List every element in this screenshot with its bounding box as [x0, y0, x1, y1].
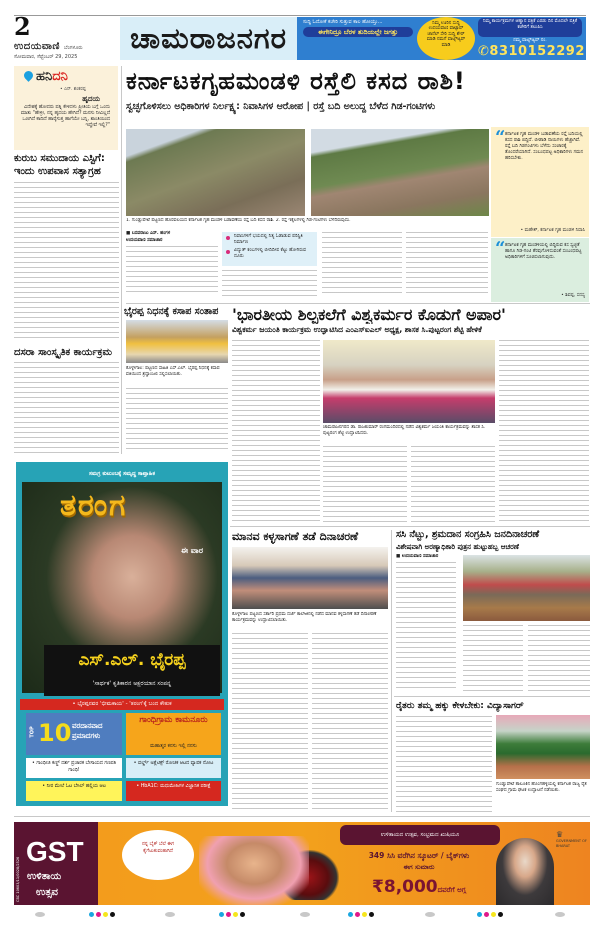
- vishwakarma-body-col3: [411, 446, 495, 522]
- kuruba-story-body: [14, 182, 119, 340]
- hanidani-column: [14, 66, 118, 150]
- poem-heading: ಹೃದಯ: [82, 95, 100, 103]
- ad-line1: ಸುದ್ದಿ ಓದೋಕೆ ಕಚೇರಿ ಸುತ್ತುವ ಕಾಲ ಹೋಯ್ತು...: [303, 19, 383, 25]
- quote-source: • ಶಿವಪ್ಪ, ಸದಸ್ಯ: [561, 293, 585, 298]
- gandhigrama-box: [126, 713, 221, 755]
- byrappa-headline[interactable]: ಭೈರಪ್ಪ ನಿಧನಕ್ಕೆ ಕಸಾಪ ಸಂತಾಪ: [124, 306, 219, 317]
- registration-mark: [555, 912, 565, 917]
- gst-price: [344, 876, 494, 901]
- registration-mark: [35, 912, 45, 917]
- top-label: TOP: [29, 726, 36, 738]
- drop-icon: [22, 69, 35, 82]
- lead-info-box: [222, 232, 317, 266]
- masthead: [14, 12, 119, 60]
- color-registration-mark: [477, 912, 503, 917]
- taranga-teaser-3: • ನೀರ ಮೇಲೆ ಓಟ ಬೆಸಿಲ್ ಹಲ್ಲಿಯ ಆಟ: [26, 781, 122, 801]
- section-divider: [394, 696, 590, 697]
- taranga-red-strip: • ಭೈರಪ್ಪನವರ 'ಭೀಮಕಾಯ' - 'ತರಂಗ'ಕ್ಕೆ ಬಂದ ಕೌತುಕ: [20, 699, 224, 710]
- gst-ad-code: CBC 10603/11/0028/2526: [16, 856, 20, 902]
- info-bullet: ನಿವಾಸಿಗಳಿಗೆ ಭಯದಲ್ಲಿ ನಿತ್ಯ ಓಡಾಡುವ ಪರಿಸ್ಥಿತಿ ನಿರ್ಮಾಣ: [222, 232, 317, 246]
- section-divider: [126, 303, 590, 304]
- gst-banner: ಉಳಿತಾಯದ ಉತ್ಸವ, ಸಂಭ್ರಮದ ಖುಷಿಯೂ: [340, 825, 500, 845]
- gandhigrama-sub: ಮಹಾತ್ಮರ ಕನಸು ಇಲ್ಲಿ ನನಸು: [150, 743, 197, 749]
- phone-icon: ✆: [478, 44, 490, 59]
- farmers-caption: ಗುಂಡ್ಲುಪೇಟೆ ತಾಲೂಕಿನ ಹೊಂಗಹಳ್ಳಿಯಲ್ಲಿ ಕರ್ನಾಟಕ ರಾಜ್ಯ ರೈತ ಸಂಘದ ಗ್ರಾಮ ಘಟಕ ಉದ್ಘಾಟನೆ ನಡೆಯಿತು.: [496, 782, 587, 793]
- taranga-day: ಈ ವಾರ: [181, 546, 203, 555]
- ad-sub-text: ನಮ್ಮ ವಾಟ್ಸ್ಆ್ಯಪ್ ನಂ.: [513, 38, 547, 43]
- gst-line2: ಉತ್ಸವ: [36, 887, 58, 898]
- hanidani-author: • ಎನ್. ಶಂಕರಪ್ಪ: [60, 87, 86, 92]
- gandhigrama-title: ಗಾಂಧಿಗ್ರಾಮ ಕಾಮನೂರು: [139, 715, 208, 725]
- quote-box-official: [491, 238, 589, 302]
- quote-text: ಕರ್ನಾಟಕ ಗೃಹ ಮಂಡಳಿಯಲ್ಲಿ ಬಿದ್ದಿರುವ ಕಸ ಸ್ವಚ್ಛತೆ ಹಾಗೂ ಗಿಡ-ಗಂಟಿ ತೆರವುಗೊಳಿಸುವಂತೆ ಸಂಬಂಧಪಟ್ಟ ಅಧಿಕಾರಿಗಳಿಗೆ ಸೂಚಿಸಲಾಗುವುದು.: [505, 243, 582, 260]
- registration-mark: [165, 912, 175, 917]
- lead-headline[interactable]: ಕರ್ನಾಟಕಗೃಹಮಂಡಳಿ ರಸ್ತೆಲಿ ಕಸದ ರಾಶಿ!: [126, 67, 466, 95]
- info-bullet: ವಿದ್ಯುತ್ ಕಂಬಗಳಲ್ಲಿ ಬೀದಿದೀಪ ಕೆಟ್ಟು ಹೋಗಿರುವ ದೂರು: [222, 246, 317, 260]
- trafficking-caption: ಕೊಳ್ಳೇಗಾಲ ಪಟ್ಟಣದ ಸರ್ಕಾರಿ ಪ್ರಥಮ ದರ್ಜೆ ಕಾಲೇಜಿನಲ್ಲಿ ನಡೆದ ಮಾನವ ಕಳ್ಳಸಾಗಣೆ ತಡೆ ದಿನಾಚರಣೆ ಕಾರ್ಯಕ್ರಮವನ್ನು ಉದ್ಘಾಟಿಸಲಾಯಿತು.: [232, 612, 377, 623]
- kuruba-story-headline[interactable]: ಕುರುಬ ಸಮುದಾಯ ಎಸ್ಟಿಗೆ: ಇಂದು ಉಪವಾಸ ಸತ್ಯಾಗ್ರಹ: [14, 153, 105, 177]
- color-registration-mark: [348, 912, 374, 917]
- whatsapp-ad[interactable]: [297, 17, 586, 60]
- cover-name-box: [44, 645, 220, 696]
- taranga-teaser-2: • ವರ್ಲ್ಡ್ ಅತ್ಲೆಟಿಕ್ಸ್ ರೋಚಕ ಆಟದ ವ್ಯಾಪಕ ನೋಟ: [126, 758, 221, 778]
- cover-name: ಎಸ್.ಎಲ್. ಭೈರಪ್ಪ: [78, 650, 186, 670]
- byrappa-photo: [126, 320, 228, 363]
- cover-subtitle: 'ಸಾರ್ಥಕ' ಕೃತಿಕಾರನ ಅಕ್ಷರಯಾನ ಸಂಪನ್ನ: [92, 680, 172, 687]
- gov-emblem-label: [556, 830, 588, 848]
- column-divider: [121, 66, 122, 454]
- gst-line1: ಉಳಿತಾಯ: [27, 871, 62, 882]
- forest-photo: [463, 555, 590, 621]
- gst-left-panel: [14, 822, 98, 905]
- pm-photo: [496, 838, 554, 905]
- taranga-teaser-1: • ಗಾಂಧೀಜಿ ಕಣ್ಣ್ ದರ್ಶ ಪ್ರಚಾರಕ ಬೇಸಾಯದ ಗಣಪತಿ ಗಾಂಧಿ!: [26, 758, 122, 778]
- registration-mark: [425, 912, 435, 917]
- vishwakarma-headline[interactable]: 'ಭಾರತೀಯ ಶಿಲ್ಪಕಲೆಗೆ ವಿಶ್ವಕರ್ಮರ ಕೊಡುಗೆ ಅಪಾರ': [232, 305, 506, 324]
- vishwakarma-body-col2: [323, 446, 407, 522]
- byrappa-caption: ಕೊಳ್ಳೇಗಾಲ: ಪಟ್ಟಣದ ಸಾಹಿತಿ ಎಸ್.ಎಲ್. ಭೈರಪ್ಪ ನಿಧನಕ್ಕೆ ಕಸಾಪ ವತಿಯಿಂದ ಶ್ರದ್ಧಾಂಜಲಿ ಸಲ್ಲಿಸಲಾಯಿತು.: [126, 366, 220, 377]
- bottom-rule: [14, 816, 590, 817]
- lead-byline: ■ ಬಸವರಾಜು ಎಸ್. ಹಂಗಳ: [126, 231, 171, 236]
- gst-savings-ad[interactable]: [14, 822, 590, 905]
- paper-name: ಉದಯವಾಣಿ: [14, 41, 60, 52]
- page-number: 2: [14, 12, 31, 41]
- column-divider: [391, 530, 392, 812]
- trafficking-photo: [232, 547, 388, 609]
- farmers-body: [396, 716, 492, 812]
- trafficking-headline[interactable]: ಮಾನವ ಕಳ್ಳಸಾಗಣೆ ತಡೆ ದಿನಾಚರಣೆ: [232, 530, 359, 543]
- registration-mark: [300, 912, 310, 917]
- forest-subheadline: ವಿಶೇಷವಾಗಿ ಅರಣ್ಯಾಧಿಕಾರಿ ಪುತ್ರನ ಹುಟ್ಟುಹಬ್ಬ ಆಚರಣೆ: [396, 543, 519, 551]
- forest-body-col2: [463, 625, 523, 692]
- top10-number: 10: [38, 719, 72, 747]
- emblem-icon: ♛: [556, 830, 564, 839]
- forest-body-col3: [528, 625, 590, 692]
- issue-date: ಸೋಮವಾರ, ಸೆಪ್ಟೆಂಬರ್ 29, 2025: [14, 54, 78, 60]
- lead-body-col3: [322, 232, 402, 296]
- ad-right-text: ನಿಮ್ಮ ಕಾರ್ಯಕ್ರಮಗಳ ಆಹ್ವಾನ ಪತ್ರಿಕೆ ಎರಡು ದಿನ ಮೊದಲೇ ಪತ್ರಿಕೆ ಕಚೇರಿಗೆ ತಲುಪಿಸಿ: [478, 18, 582, 37]
- quote-icon: “: [495, 127, 506, 148]
- ad-highlight: ಈಗೇನಿದ್ರೂ ಬೆರಳ ತುದಿಯಲ್ಲೇ ಜಗತ್ತು: [303, 27, 413, 37]
- color-registration-mark: [219, 912, 245, 917]
- byrappa-body: [126, 388, 228, 452]
- ad-phone-number: [478, 45, 585, 59]
- quote-text: ಕರ್ನಾಟಕ ಗೃಹ ಮಂಡಳಿ ಬಡಾವಣೆಯ ರಸ್ತೆ ಬದಿಯಲ್ಲಿ ಕಸದ ರಾಶಿ ಬಿದ್ದಿದೆ. ಬೀಡಾಡಿ ನಾಯಿಗಳು ಹೆಚ್ಚಾಗಿವೆ. ರಸ್ತೆ ಬದಿ ಗಿಡಗಂಟಿಗಳು ಬೆಳೆದು ಸಂಚಾರಕ್ಕೆ ತೊಂದರೆಯಾಗಿದೆ. ಸಂಬಂಧಪಟ್ಟ ಅಧಿಕಾರಿಗಳು ಗಮನ ಹರಿಸಬೇಕು.: [505, 132, 584, 161]
- phone-text: 8310152292: [489, 44, 585, 59]
- top10-text: ವರದಾನವಾದ ಪ್ರಮಾದಗಳು: [72, 722, 103, 740]
- paper-line: [14, 38, 119, 54]
- quote-icon: “: [495, 238, 506, 259]
- vishwakarma-body-col4: [499, 340, 589, 523]
- vishwakarma-subheadline: ವಿಶ್ವಕರ್ಮ ಜಯಂತಿ ಕಾರ್ಯಕ್ರಮ ಉದ್ಘಾಟಿಸಿದ ಎಂಎಸ್‌ಐಎಲ್ ಅಧ್ಯಕ್ಷ, ಶಾಸಕ ಸಿ.ಪುಟ್ಟರಂಗ ಶೆಟ್ಟಿ ಹೇಳಿಕೆ: [232, 325, 482, 334]
- taranga-tagline: ಸಮಗ್ರ ಕುಟುಂಬಕ್ಕೆ ಸಮೃದ್ಧ ಸಾಪ್ತಾಹಿಕ: [89, 471, 155, 477]
- lead-subheadline: ಸ್ವಚ್ಛಗೊಳಿಸಲು ಅಧಿಕಾರಿಗಳ ನಿರ್ಲಕ್ಷ್ಯ: ನಿವಾಸಿಗಳ ಆರೋಪ | ರಸ್ತೆ ಬದಿ ಅಲುದ್ದ ಬೆಳೆದ ಗಿಡ-ಗಂಟಿಗಳು: [126, 101, 436, 112]
- ad-left-block: [303, 19, 413, 37]
- gov-label: GOVERNMENT OF BHARAT: [556, 839, 587, 848]
- farmers-headline[interactable]: ರೈತರು ತಮ್ಮ ಹಕ್ಕು ಕೇಳಬೇಕು: ವಿದ್ಯಾಸಾಗರ್: [396, 701, 524, 711]
- section-divider: [230, 526, 590, 527]
- gst-offer-line1: 349 ಸಿಸಿ ವರೆಗಿನ ಸ್ಕೂಟರ್ / ಬೈಕ್‌ಗಳು: [368, 851, 470, 860]
- lead-body-col2: [222, 270, 317, 296]
- forest-byline: ■ ಉದಯವಾಣಿ ಸಮಾಚಾರ: [396, 554, 439, 559]
- gst-title: GST: [26, 836, 84, 867]
- vishwakarma-caption: ಚಾಮರಾಜನಗರದ ಡಾ. ರಾಜಕುಮಾರ್ ರಂಗಮಂದಿರದಲ್ಲಿ ನಡೆದ ವಿಶ್ವಕರ್ಮ ಜಯಂತಿ ಕಾರ್ಯಕ್ರಮವನ್ನು ಶಾಸಕ ಸಿ. ಪುಟ್ಟರಂಗ ಶೆಟ್ಟಿ ಉದ್ಘಾಟಿಸಿದರು.: [323, 425, 486, 436]
- taranga-teaser-4: • HbA1C: ಮಧುಮೇಹಿಗಳ ವಿಜ್ಞಾನಿಕ ಪರೀಕ್ಷೆ: [126, 781, 221, 801]
- lead-dateline: ಉದಯವಾಣಿ ಸಮಾಚಾರ: [126, 238, 163, 243]
- dasara-story-headline[interactable]: ದಸರಾ ಸಾಂಸ್ಕೃತಿಕ ಕಾರ್ಯಕ್ರಮ: [14, 347, 112, 358]
- taranga-promo[interactable]: [16, 462, 228, 806]
- lead-photo-caption: 1. ಗುಂಡ್ಲುಪೇಟೆ ಪಟ್ಟಣದ ಹೊರವಲಯದ ಕರ್ನಾಟಕ ಗೃಹ ಮಂಡಳಿ ಬಡಾವಣೆಯ ರಸ್ತೆ ಬದಿ ಕಸದ ರಾಶಿ. 2. ರಸ್ತೆ ಇಕ್ಕೆಲಗಳಲ್ಲಿ ಗಿಡ-ಗಂಟಿಗಳು ಬೆಳೆದಿರುವುದು.: [126, 218, 351, 223]
- vishwakarma-photo: [323, 340, 495, 423]
- gst-offer-line2: ಈಗ ಸುಮಾರು: [403, 863, 435, 871]
- city-section-banner: ಚಾಮರಾಜನಗರ: [120, 17, 297, 60]
- title-part1: ಹನಿ: [36, 69, 53, 84]
- garbage-photo: [126, 129, 305, 216]
- trafficking-body-col2: [312, 633, 388, 810]
- title-part2: ದನಿ: [52, 69, 68, 84]
- quote-source: • ಮಹೇಶ್, ಕರ್ನಾಟಕ ಗೃಹ ಮಂಡಳಿ ನಿವಾಸಿ: [520, 228, 585, 233]
- speech-bubble: ನನ್ನ ಬೈಕ್ ಬೆಲೆ ಈಗ ಕೈಗೆಟುಕುವಂತಾಗಿದೆ: [122, 830, 194, 880]
- color-registration-mark: [89, 912, 115, 917]
- lead-body-col1: [126, 246, 218, 296]
- forest-body-col1: [396, 562, 456, 692]
- farmers-photo: [496, 715, 590, 779]
- price-value: ₹8,000: [372, 877, 438, 897]
- dasara-story-body: [14, 362, 119, 454]
- quote-box-resident: [491, 127, 589, 237]
- taranga-logo: ತರಂಗ: [60, 488, 128, 523]
- price-suffix: ದವರೆಗೆ ಅಗ್ಗ: [437, 886, 466, 894]
- road-weeds-photo: [311, 129, 489, 216]
- trafficking-body-col1: [232, 633, 308, 810]
- poem-text: ವಿದೇಶಕ್ಕೆ ಹೋದರು ಪತ್ನಿ ಕೇಳಿದಳು ಪ್ರೀತಿಯ ಬಗ್ಗೆ ಒಂದು ಮಾತು "ಹೇಳ್ರೀ, ನನ್ನ ಹೃದಯ ಹೇಗಿದೆ? ಮನಸು ನೀವಿಲ್ಲದೆ ಒಣಗಿದೆ ಕಾದಿದೆ ಹಾರೈಸುತ್ತ ಹಾಗೆಯೇ ಬನ್ನಿ, ಶಾಂತಿಯಿಂದ ಇದ್ದೇವೆ ಇಲ್ಲಿ?": [20, 105, 110, 128]
- ad-circle-text: ನಿಮ್ಮ ಊರಿನ ಸುದ್ದಿ ಉದಯವಾಣಿ ವಾಟ್ಸಾಪ್ ಚಾನೆಲ್ ಸೇರಿ ಸುದ್ದಿ ಶೇರ್ ಮಾಡಿ ನಮಗೆ ವಾಟ್ಸ್ಆ್ಯಪ್ ಮಾಡಿ: [417, 17, 475, 60]
- edition-label: ಬೆಂಗಳೂರು: [63, 45, 83, 51]
- hanidani-title: [24, 69, 68, 84]
- forest-headline[interactable]: ಸಸಿ ನೆಟ್ಟು, ಶ್ರಮದಾನ ಸಂಗ್ರಹಿಸಿ ಜನದಿನಾಚರಣೆ: [396, 529, 540, 540]
- vishwakarma-body-col1: [232, 340, 320, 523]
- lead-body-col4: [406, 232, 488, 296]
- top10-box: [26, 713, 122, 755]
- family-image: [199, 836, 309, 905]
